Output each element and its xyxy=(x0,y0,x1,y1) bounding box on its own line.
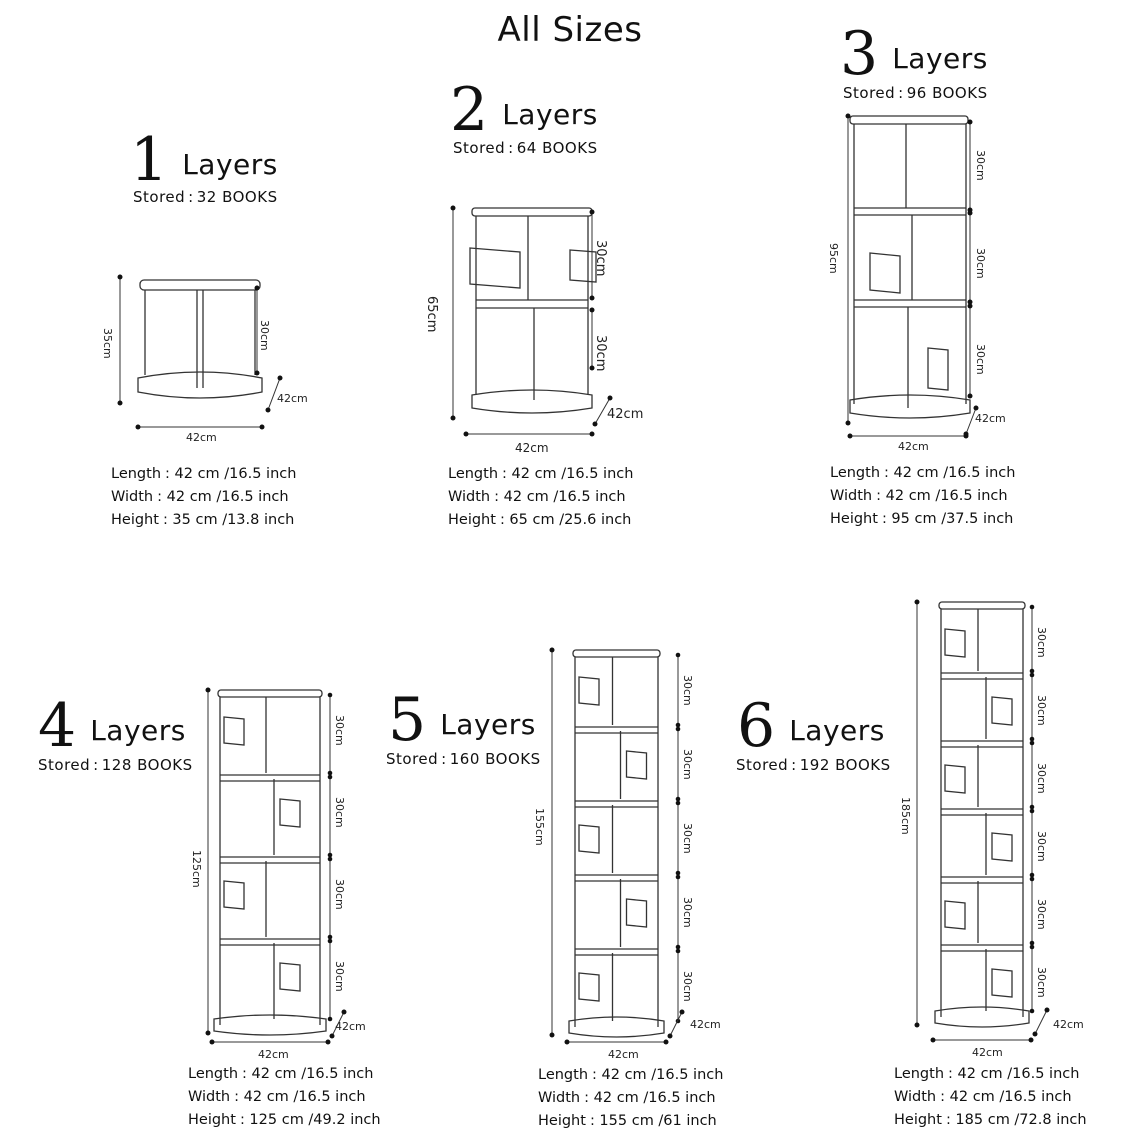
dim-dot xyxy=(1030,941,1035,946)
shelf-height-label: 30cm xyxy=(333,797,346,828)
dim-dot xyxy=(1030,805,1035,810)
length-label: Length xyxy=(188,1066,239,1082)
dim-dot xyxy=(550,1033,555,1038)
model-1-heading xyxy=(130,125,278,195)
model-4-heading xyxy=(38,691,186,761)
dim-dot xyxy=(1030,741,1035,746)
dim-dot xyxy=(1030,877,1035,882)
height-label: Height xyxy=(448,512,496,528)
width-label: Width xyxy=(188,1089,231,1105)
book-shape xyxy=(280,799,300,827)
dim-dot xyxy=(206,1031,211,1036)
dim-dot xyxy=(342,1010,347,1015)
dim-dot xyxy=(1030,605,1035,610)
length-label: Length xyxy=(538,1067,589,1083)
height-label: Height xyxy=(894,1112,942,1128)
stored-value: 32 BOOKS xyxy=(196,188,278,206)
layer-count: 3 xyxy=(840,19,879,89)
width-label: 42cm xyxy=(898,440,929,453)
depth-label: 42cm xyxy=(277,392,308,405)
model-3-specs xyxy=(830,462,1019,531)
length-value: : 42 cm /16.5 inch xyxy=(502,466,634,482)
dim-dot xyxy=(915,600,920,605)
book-shape xyxy=(224,881,244,909)
dim-dot xyxy=(1030,673,1035,678)
length-value: : 42 cm /16.5 inch xyxy=(884,465,1016,481)
layer-count: 4 xyxy=(38,691,77,761)
length-value: : 42 cm /16.5 inch xyxy=(165,466,297,482)
model-6-specs xyxy=(894,1063,1091,1132)
dim-dot xyxy=(668,1034,673,1039)
height-label: Height xyxy=(188,1112,236,1128)
layer-word: Layers xyxy=(90,714,186,747)
layer-count: 1 xyxy=(130,125,169,195)
model-4-shelves xyxy=(206,688,347,1045)
stored-value: 160 BOOKS xyxy=(449,750,541,768)
model-5-heading xyxy=(388,685,536,755)
model-2-heading xyxy=(450,75,598,145)
length-label: Length xyxy=(894,1066,945,1082)
width-value: : 42 cm /16.5 inch xyxy=(157,489,289,505)
dim-dot xyxy=(664,1040,669,1045)
book-shape xyxy=(945,901,965,929)
width-label: Width xyxy=(111,489,154,505)
shelf-top xyxy=(939,602,1025,609)
width-value: : 42 cm /16.5 inch xyxy=(584,1090,716,1106)
shelf-top xyxy=(573,650,660,657)
dim-dot xyxy=(1030,1009,1035,1014)
depth-dim-line xyxy=(1035,1010,1047,1034)
width-label: 42cm xyxy=(972,1046,1003,1059)
height-label: 35cm xyxy=(101,328,114,359)
dim-dot xyxy=(676,945,681,950)
height-label: Height xyxy=(111,512,159,528)
shelf-height-label: 30cm xyxy=(681,897,694,928)
stored-label: Stored xyxy=(843,84,896,102)
height-label: Height xyxy=(538,1113,586,1129)
height-value: : 65 cm /25.6 inch xyxy=(499,512,632,528)
dim-dot xyxy=(1045,1008,1050,1013)
height-label: 125cm xyxy=(190,850,203,888)
model-3-drawing xyxy=(820,108,1020,453)
shelf-height-label: 30cm xyxy=(1035,627,1048,658)
shelf-height-label: 30cm xyxy=(1035,763,1048,794)
dim-dot xyxy=(676,801,681,806)
dim-dot xyxy=(565,1040,570,1045)
dim-dot xyxy=(676,727,681,732)
length-value: : 42 cm /16.5 inch xyxy=(592,1067,724,1083)
depth-label: 42cm xyxy=(975,412,1006,425)
book-shape xyxy=(579,973,599,1001)
model-5-stored: Stored : 160 BOOKS xyxy=(386,750,541,768)
shelf-height-label: 30cm xyxy=(1035,831,1048,862)
model-5-shelves xyxy=(550,648,695,1045)
shelf-height-label: 30cm xyxy=(681,749,694,780)
shelf-height-label: 30cm xyxy=(1035,967,1048,998)
shelf-height-label: 30cm xyxy=(258,320,271,351)
model-1-stored: Stored : 32 BOOKS xyxy=(133,188,278,206)
shelf-height-label: 30cm xyxy=(1035,899,1048,930)
model-6-shelves xyxy=(915,600,1050,1043)
book-shape xyxy=(945,629,965,657)
height-label: Height xyxy=(830,511,878,527)
dim-dot xyxy=(676,949,681,954)
book-shape xyxy=(579,677,599,705)
book-shape xyxy=(280,963,300,991)
width-label: 42cm xyxy=(186,431,217,444)
length-value: : 42 cm /16.5 inch xyxy=(242,1066,374,1082)
book-shape xyxy=(992,969,1012,997)
height-value: : 185 cm /72.8 inch xyxy=(945,1112,1087,1128)
layer-word: Layers xyxy=(789,714,885,747)
shelf-height-label: 30cm xyxy=(974,150,987,181)
shelf-base xyxy=(569,1017,664,1037)
dim-dot xyxy=(326,1040,331,1045)
stored-value: 128 BOOKS xyxy=(101,756,193,774)
depth-dim-line xyxy=(670,1012,682,1036)
dim-dot xyxy=(915,1023,920,1028)
width-label: Width xyxy=(830,488,873,504)
dim-dot xyxy=(328,775,333,780)
stored-value: 96 BOOKS xyxy=(906,84,988,102)
dim-dot xyxy=(206,688,211,693)
width-value: : 42 cm /16.5 inch xyxy=(876,488,1008,504)
stored-label: Stored xyxy=(736,756,789,774)
height-value: : 95 cm /37.5 inch xyxy=(881,511,1014,527)
layer-word: Layers xyxy=(440,708,536,741)
shelf-height-label: 30cm xyxy=(333,879,346,910)
height-label: 155cm xyxy=(533,808,546,846)
page-title: All Sizes xyxy=(497,10,643,50)
depth-label: 42cm xyxy=(335,1020,366,1033)
dim-dot xyxy=(328,857,333,862)
stored-label: Stored xyxy=(386,750,439,768)
shelf-height-label: 30cm xyxy=(681,675,694,706)
dim-dot xyxy=(328,693,333,698)
shelf-height-label: 30cm xyxy=(333,715,346,746)
model-1-specs xyxy=(111,463,300,532)
dim-dot xyxy=(1030,945,1035,950)
stored-value: 64 BOOKS xyxy=(516,139,598,157)
shelf-height-label: 30cm xyxy=(974,344,987,375)
shelf-top xyxy=(218,690,322,697)
dim-dot xyxy=(1030,873,1035,878)
length-label: Length xyxy=(830,465,881,481)
length-label: Length xyxy=(448,466,499,482)
layer-word: Layers xyxy=(892,42,988,75)
depth-label: 42cm xyxy=(607,407,644,422)
width-label: Width xyxy=(448,489,491,505)
book-shape xyxy=(224,717,244,745)
shelf-height-label: 30cm xyxy=(593,335,608,372)
width-label: 42cm xyxy=(608,1048,639,1061)
layer-word: Layers xyxy=(182,148,278,181)
model-4-stored: Stored : 128 BOOKS xyxy=(38,756,193,774)
model-5-drawing xyxy=(530,640,730,1065)
book-shape xyxy=(627,899,647,927)
dim-dot xyxy=(676,797,681,802)
dim-dot xyxy=(328,1017,333,1022)
dim-dot xyxy=(676,875,681,880)
shelf-height-label: 30cm xyxy=(681,971,694,1002)
height-label: 185cm xyxy=(899,797,912,835)
length-value: : 42 cm /16.5 inch xyxy=(948,1066,1080,1082)
dim-dot xyxy=(931,1038,936,1043)
dim-dot xyxy=(676,653,681,658)
depth-label: 42cm xyxy=(1053,1018,1084,1031)
stored-value: 192 BOOKS xyxy=(799,756,891,774)
width-value: : 42 cm /16.5 inch xyxy=(940,1089,1072,1105)
book-shape xyxy=(627,751,647,779)
dim-dot xyxy=(328,853,333,858)
layer-count: 5 xyxy=(388,685,427,755)
model-1-drawing xyxy=(100,270,310,445)
width-label: Width xyxy=(538,1090,581,1106)
layer-count: 6 xyxy=(737,691,776,761)
model-2-specs xyxy=(448,463,637,532)
depth-label: 42cm xyxy=(690,1018,721,1031)
layer-word: Layers xyxy=(502,98,598,131)
book-shape xyxy=(992,697,1012,725)
width-value: : 42 cm /16.5 inch xyxy=(234,1089,366,1105)
width-label: 42cm xyxy=(515,441,549,455)
dim-dot xyxy=(328,939,333,944)
shelf-base xyxy=(214,1015,326,1035)
model-4-drawing xyxy=(180,680,380,1065)
book-shape xyxy=(579,825,599,853)
model-4-specs xyxy=(188,1063,385,1132)
dim-dot xyxy=(1030,669,1035,674)
shelf-height-label: 30cm xyxy=(974,248,987,279)
book-shape xyxy=(945,765,965,793)
model-3-heading xyxy=(840,19,988,89)
stored-label: Stored xyxy=(133,188,186,206)
layer-count: 2 xyxy=(450,75,489,145)
dim-dot xyxy=(1030,737,1035,742)
dim-dot xyxy=(1030,809,1035,814)
dim-dot xyxy=(676,871,681,876)
book-shape xyxy=(992,833,1012,861)
dim-dot xyxy=(330,1034,335,1039)
dim-dot xyxy=(328,771,333,776)
model-5-specs xyxy=(538,1064,727,1133)
length-label: Length xyxy=(111,466,162,482)
model-2-drawing xyxy=(420,200,650,460)
stored-label: Stored xyxy=(38,756,91,774)
height-value: : 35 cm /13.8 inch xyxy=(162,512,295,528)
dim-dot xyxy=(1029,1038,1034,1043)
shelf-height-label: 30cm xyxy=(593,240,608,277)
dim-dot xyxy=(676,723,681,728)
dim-dot xyxy=(328,935,333,940)
shelf-height-label: 30cm xyxy=(681,823,694,854)
shelf-height-label: 30cm xyxy=(333,961,346,992)
model-3-stored: Stored : 96 BOOKS xyxy=(843,84,988,102)
model-6-stored: Stored : 192 BOOKS xyxy=(736,756,891,774)
stored-label: Stored xyxy=(453,139,506,157)
dim-dot xyxy=(1033,1032,1038,1037)
dim-dot xyxy=(550,648,555,653)
model-2-stored: Stored : 64 BOOKS xyxy=(453,139,598,157)
width-value: : 42 cm /16.5 inch xyxy=(494,489,626,505)
height-value: : 125 cm /49.2 inch xyxy=(239,1112,381,1128)
height-label: 95cm xyxy=(827,243,840,274)
model-6-drawing xyxy=(895,592,1095,1062)
width-label: 42cm xyxy=(258,1048,289,1061)
shelf-height-label: 30cm xyxy=(1035,695,1048,726)
height-value: : 155 cm /61 inch xyxy=(589,1113,717,1129)
shelf-base xyxy=(935,1007,1029,1027)
model-6-heading xyxy=(737,691,885,761)
width-label: Width xyxy=(894,1089,937,1105)
height-label: 65cm xyxy=(424,296,439,333)
dim-dot xyxy=(210,1040,215,1045)
dim-dot xyxy=(680,1010,685,1015)
